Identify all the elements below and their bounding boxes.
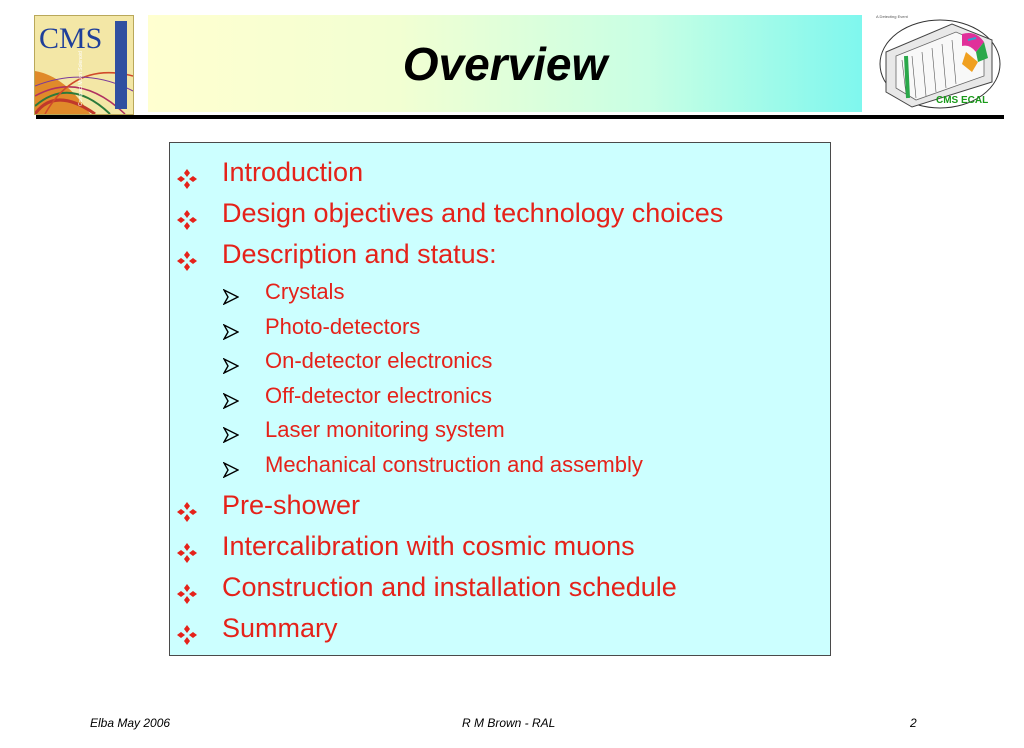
agenda-item-label: Off-detector electronics	[265, 382, 493, 408]
agenda-item	[222, 198, 723, 229]
agenda-item	[265, 314, 420, 340]
agenda-item-label: Pre-shower	[222, 490, 361, 520]
agenda-item	[222, 157, 363, 188]
cms-logo	[34, 15, 134, 115]
agenda-item	[265, 348, 492, 374]
agenda-item-label: Summary	[222, 613, 338, 643]
agenda-item	[222, 531, 635, 562]
header-divider	[36, 115, 1004, 119]
agenda-item-label: Design objectives and technology choices	[222, 198, 724, 228]
slide-title: Overview	[402, 37, 608, 90]
diamond-bullet-icon	[177, 165, 197, 185]
agenda-item	[265, 279, 344, 305]
agenda-item	[222, 239, 497, 270]
agenda-item-label: Laser monitoring system	[265, 417, 505, 443]
arrow-bullet-icon	[223, 389, 239, 405]
agenda-item	[265, 383, 492, 409]
arrow-bullet-icon	[223, 423, 239, 439]
diamond-bullet-icon	[177, 539, 197, 559]
arrow-bullet-icon	[223, 458, 239, 474]
ecal-caption: CMS ECAL	[936, 95, 989, 106]
agenda-item-label: Introduction	[222, 157, 364, 187]
agenda-item-label: Description and status:	[222, 239, 497, 269]
diamond-bullet-icon	[177, 206, 197, 226]
agenda-item	[265, 452, 643, 478]
diamond-bullet-icon	[177, 580, 197, 600]
agenda-item-label: Photo-detectors	[265, 313, 421, 339]
agenda-item-label: Intercalibration with cosmic muons	[222, 531, 635, 561]
diamond-bullet-icon	[177, 498, 197, 518]
cms-logo-text: CMS	[39, 22, 103, 55]
agenda-item-label: Construction and installation schedule	[222, 572, 677, 602]
arrow-bullet-icon	[223, 354, 239, 370]
agenda-item-label: On-detector electronics	[265, 348, 493, 374]
agenda-item	[222, 613, 338, 644]
diamond-bullet-icon	[177, 247, 197, 267]
footer-page-number: 2	[910, 716, 917, 730]
diamond-bullet-icon	[177, 621, 197, 641]
agenda-item-label: Crystals	[265, 279, 345, 304]
agenda-item	[265, 417, 505, 443]
footer-left: Elba May 2006	[90, 716, 171, 730]
title-banner	[148, 15, 862, 112]
cms-logo-subtext: Compact Muon Solenoid	[78, 51, 84, 106]
arrow-bullet-icon	[223, 285, 239, 301]
agenda-item-label: Mechanical construction and assembly	[265, 452, 643, 477]
agenda-item	[222, 490, 360, 521]
footer-center: R M Brown - RAL	[462, 716, 556, 730]
agenda-item	[222, 572, 677, 603]
ecal-tiny-label: A Detecting Event	[876, 14, 908, 19]
arrow-bullet-icon	[223, 320, 239, 336]
agenda-box	[169, 142, 831, 656]
